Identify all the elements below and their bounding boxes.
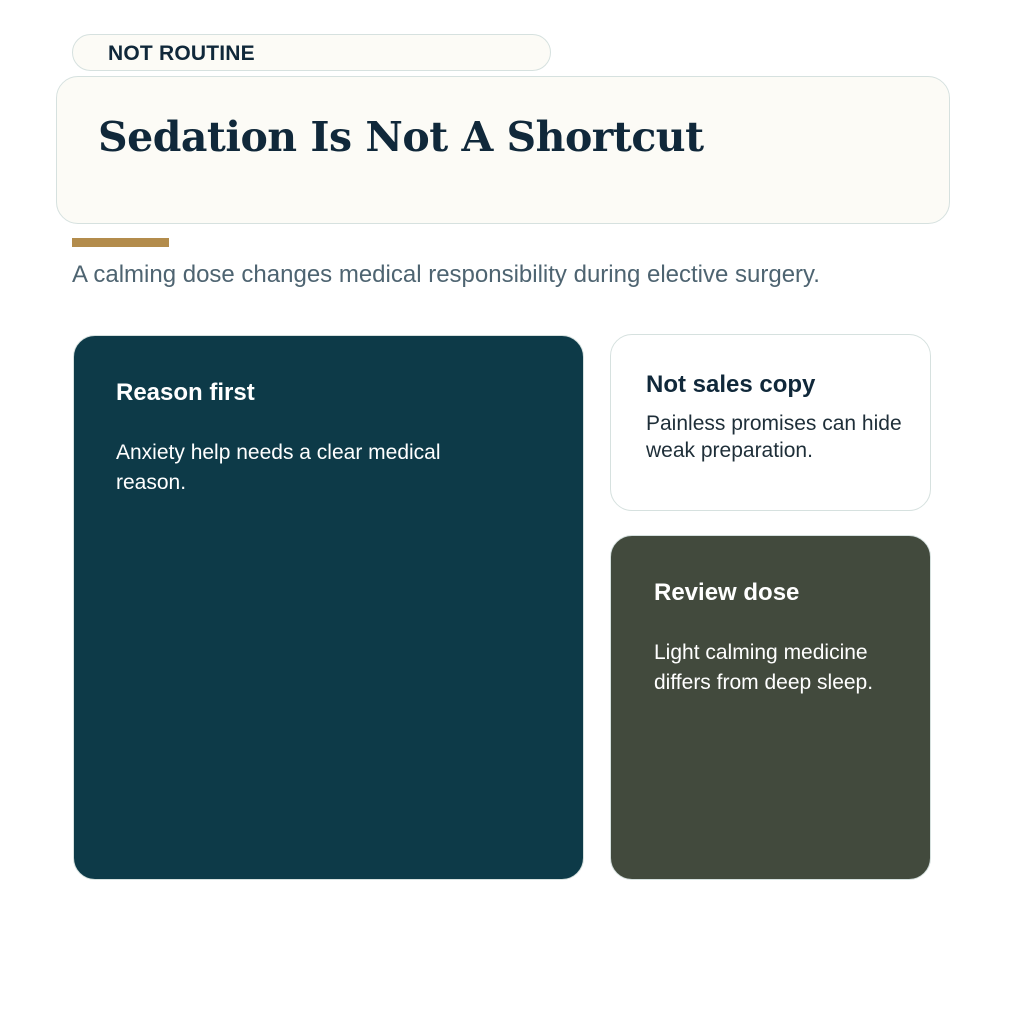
card-title: Reason first <box>116 379 255 406</box>
card-reason-first <box>73 335 584 880</box>
page-title: Sedation Is Not A Shortcut <box>98 113 704 161</box>
card-title: Review dose <box>654 579 800 606</box>
card-body: Anxiety help needs a clear medical reason. <box>116 441 441 494</box>
eyebrow-label: NOT ROUTINE <box>108 42 255 65</box>
card-review-dose <box>610 535 931 880</box>
accent-divider <box>72 238 169 247</box>
card-title: Not sales copy <box>646 371 816 398</box>
lede-text: A calming dose changes medical responsibility during elective surgery. <box>72 261 820 288</box>
hero-panel <box>56 76 950 224</box>
card-body: Painless promises can hide weak preparation. <box>646 412 902 462</box>
eyebrow-pill <box>72 34 551 71</box>
card-body: Light calming medicine differs from deep sleep. <box>654 641 874 694</box>
card-not-sales-copy <box>610 334 931 511</box>
